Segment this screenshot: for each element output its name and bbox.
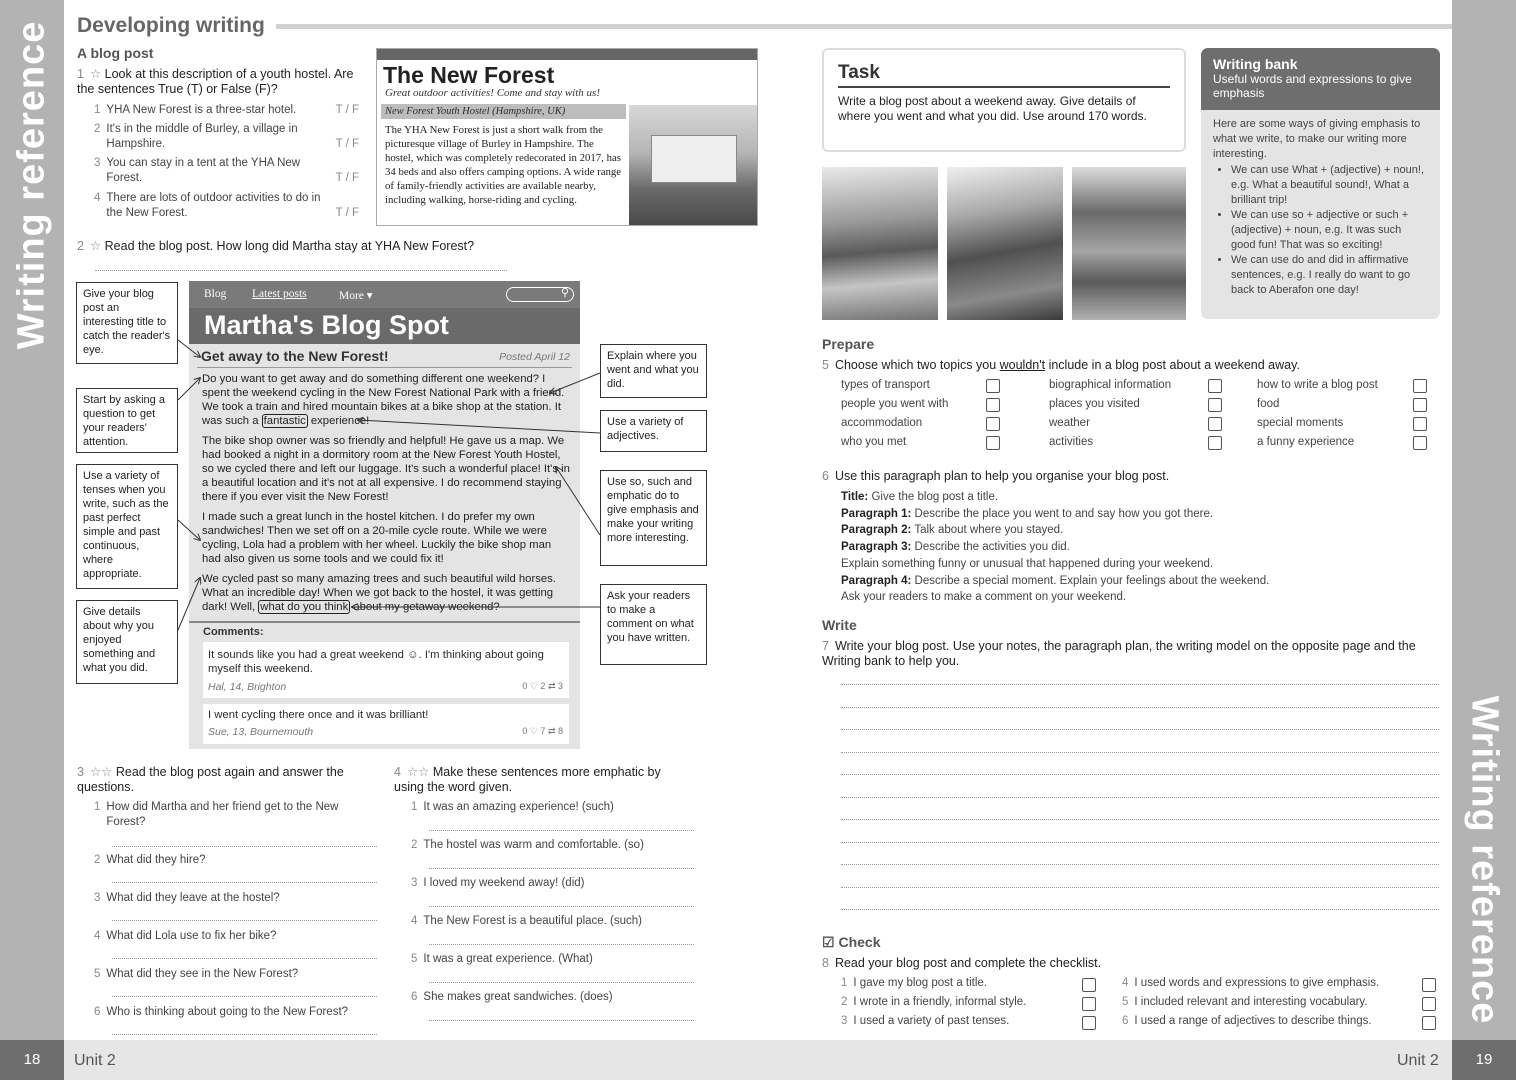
q5-emphasis: wouldn't bbox=[999, 358, 1046, 372]
item-text: What did they hire? bbox=[106, 854, 206, 866]
note-ask-readers: Ask your readers to make a comment on what you have written. bbox=[600, 584, 707, 665]
answer-line[interactable] bbox=[112, 996, 377, 997]
q3-item bbox=[94, 853, 379, 868]
topic-label: people you went with bbox=[841, 398, 949, 410]
two-star-icon: ☆☆ bbox=[89, 765, 113, 779]
item-number: 3 bbox=[411, 877, 418, 889]
topic-label: how to write a blog post bbox=[1257, 379, 1378, 391]
answer-line[interactable] bbox=[112, 920, 377, 921]
q2-text: Read the blog post. How long did Martha stay at YHA New Forest? bbox=[104, 239, 475, 253]
item-text: How did Martha and her friend get to the New Forest? bbox=[106, 801, 339, 828]
item-text: It was a great experience. (What) bbox=[423, 953, 593, 965]
checklist bbox=[841, 976, 1441, 1036]
topic-label: places you visited bbox=[1049, 398, 1140, 410]
answer-line[interactable] bbox=[429, 830, 694, 831]
writing-line[interactable] bbox=[841, 909, 1439, 910]
q3-item bbox=[94, 800, 379, 830]
q6-number: 6 bbox=[822, 469, 829, 483]
q6-text: Use this paragraph plan to help you organise your blog post. bbox=[834, 469, 1170, 483]
check-title: Check bbox=[838, 934, 881, 950]
checklist-checkbox[interactable] bbox=[1082, 978, 1096, 992]
search-icon: ⚲ bbox=[560, 287, 569, 299]
q7-number: 7 bbox=[822, 639, 829, 653]
nav-latest-posts[interactable]: Latest posts bbox=[252, 288, 307, 300]
plan-line bbox=[841, 522, 1401, 539]
item-text: What did they see in the New Forest? bbox=[106, 968, 299, 980]
bank-bullet: • We can use do and did in affirmative sentences, e.g. I really do want to go back to Aberafon one day! bbox=[1231, 253, 1428, 298]
note-question: Start by asking a question to get your readers' attention. bbox=[76, 388, 178, 453]
item-text: YHA New Forest is a three-star hotel. bbox=[106, 104, 297, 116]
task-text: Write a blog post about a weekend away. Give details of where you went and what you did. Use around 170 words. bbox=[838, 94, 1147, 123]
answer-line[interactable] bbox=[112, 846, 377, 847]
q3-number: 3 bbox=[77, 765, 84, 779]
hostel-tagline: Great outdoor activities! Come and stay with us! bbox=[385, 87, 600, 99]
item-text: There are lots of outdoor activities to do in the New Forest. bbox=[106, 192, 321, 219]
comment-text: It sounds like you had a great weekend ☺. I'm thinking about going myself this weekend. bbox=[208, 649, 544, 675]
writing-line[interactable] bbox=[841, 887, 1439, 888]
writing-bank-body bbox=[1201, 110, 1440, 305]
item-text: I wrote in a friendly, informal style. bbox=[853, 996, 1027, 1008]
nav-more[interactable]: More ▾ bbox=[339, 290, 373, 302]
arrow bbox=[178, 340, 200, 357]
q3-item bbox=[94, 891, 379, 906]
topic-label: who you met bbox=[841, 436, 907, 448]
topic-label: weather bbox=[1049, 417, 1090, 429]
answer-line[interactable] bbox=[429, 1020, 694, 1021]
true-false-choice[interactable]: T / F bbox=[335, 138, 359, 150]
p4-end: about my getaway weekend? bbox=[350, 601, 500, 613]
plan-text: Explain something funny or unusual that happened during your weekend. bbox=[841, 557, 1214, 570]
item-number: 6 bbox=[411, 991, 418, 1003]
item-text: I used a variety of past tenses. bbox=[853, 1015, 1010, 1027]
plan-text: Describe a special moment. Explain your feelings about the weekend. bbox=[914, 574, 1270, 587]
comment-stats: 0 ♡ 2 ⇄ 3 bbox=[522, 681, 563, 691]
item-number: 4 bbox=[94, 192, 101, 204]
topics-grid bbox=[841, 378, 1441, 458]
checklist-checkbox[interactable] bbox=[1422, 1016, 1436, 1030]
item-number: 3 bbox=[841, 1015, 848, 1027]
item-text: What did Lola use to fix her bike? bbox=[106, 930, 277, 942]
q4-text: Make these sentences more emphatic by using the word given. bbox=[394, 765, 661, 794]
checkbox-icon: ☑ bbox=[822, 934, 835, 950]
plan-line bbox=[841, 573, 1401, 590]
item-number: 3 bbox=[94, 157, 101, 169]
plan-label: Title: bbox=[841, 491, 869, 503]
note-emphasis: Use so, such and emphatic do to give emphasis and make your writing more interesting. bbox=[600, 470, 707, 566]
item-number: 2 bbox=[411, 839, 418, 851]
q4-item bbox=[411, 952, 696, 967]
write-heading: Write bbox=[822, 617, 857, 633]
q1-number: 1 bbox=[77, 67, 84, 81]
p4-text: We cycled past so many amazing trees and such beautiful wild horses. What an incredible day! When we got back to the hostel, it was getting dark! Well, bbox=[202, 573, 556, 613]
item-number: 5 bbox=[411, 953, 418, 965]
answer-line[interactable] bbox=[112, 958, 377, 959]
arrow bbox=[358, 420, 600, 433]
topic-checkbox[interactable] bbox=[986, 379, 1000, 393]
topic-label: types of transport bbox=[841, 379, 930, 391]
right-sidebar-title: Writing reference bbox=[1463, 695, 1506, 1025]
bank-bullet: • We can use so + adjective or such + (adjective) + noun, e.g. It was such good fun! That was so exciting! bbox=[1231, 208, 1428, 253]
item-text: It's in the middle of Burley, a village in Hampshire. bbox=[106, 123, 298, 150]
checklist-checkbox[interactable] bbox=[1082, 997, 1096, 1011]
p1-text: Do you want to get away and do something different one weekend? I spent the weekend cycling in the New Forest National Park with a friend. We took a train and hired mountain bikes at a bike shop at the station. It was such a bbox=[202, 373, 565, 427]
post-paragraph-3: I made such a great lunch in the hostel kitchen. I do prefer my own sandwiches! Then we set off on a 20-mile cycle route. While we were cycling, Lola had a problem with her wheel. Luckily the bike shop man had also given us some tools and we could fix it! bbox=[202, 511, 552, 565]
blog-title: Martha's Blog Spot bbox=[204, 310, 449, 340]
topic-label: food bbox=[1257, 398, 1280, 410]
item-number: 1 bbox=[94, 801, 101, 813]
topic-checkbox[interactable] bbox=[986, 398, 1000, 412]
q7-prompt bbox=[822, 639, 1432, 669]
p1-end: experience! bbox=[307, 415, 370, 427]
q4-number: 4 bbox=[394, 765, 401, 779]
item-number: 1 bbox=[94, 104, 101, 116]
highlight-fantastic: fantastic bbox=[263, 415, 306, 427]
item-text: Who is thinking about going to the New Forest? bbox=[106, 1006, 349, 1018]
comment-stats: 0 ♡ 7 ⇄ 8 bbox=[522, 726, 563, 736]
bank-bullet: • We can use What + (adjective) + noun!, e.g. What a beautiful sound!, What a brilliant trip! bbox=[1231, 163, 1428, 208]
q4-item bbox=[411, 876, 696, 891]
right-unit-label: Unit 2 bbox=[1397, 1052, 1439, 1069]
writing-bank-intro: Here are some ways of giving emphasis to what we write, to make our writing more interesting. bbox=[1213, 118, 1421, 160]
plan-line bbox=[841, 589, 1401, 606]
item-text: You can stay in a tent at the YHA New Forest. bbox=[106, 157, 301, 184]
writing-line[interactable] bbox=[841, 797, 1439, 798]
two-star-icon: ☆☆ bbox=[406, 765, 430, 779]
answer-line[interactable] bbox=[429, 944, 694, 945]
plan-line bbox=[841, 556, 1401, 573]
plan-text: Describe the activities you did. bbox=[914, 541, 1070, 554]
item-text: She makes great sandwiches. (does) bbox=[423, 991, 613, 1003]
left-sidebar-title: Writing reference bbox=[10, 20, 53, 350]
true-false-choice[interactable]: T / F bbox=[335, 104, 359, 116]
arrow bbox=[178, 378, 200, 400]
item-number: 3 bbox=[94, 892, 101, 904]
checklist-item bbox=[1122, 995, 1368, 1010]
q8-prompt bbox=[822, 956, 1101, 971]
q5-number: 5 bbox=[822, 358, 829, 372]
true-false-choice[interactable]: T / F bbox=[335, 207, 359, 219]
q2-number: 2 bbox=[77, 239, 84, 253]
note-explain: Explain where you went and what you did. bbox=[600, 344, 707, 398]
post-title: Get away to the New Forest! bbox=[201, 348, 389, 364]
topic-checkbox[interactable] bbox=[1413, 398, 1427, 412]
task-title: Task bbox=[838, 62, 1170, 88]
q3-item bbox=[94, 929, 379, 944]
writing-bank-subtitle: Useful words and expressions to give emphasis bbox=[1213, 72, 1412, 100]
q4-item bbox=[411, 838, 696, 853]
star-icon: ☆ bbox=[89, 67, 102, 81]
hostel-body: The YHA New Forest is just a short walk from the picturesque village of Burley in Hampshire. The hostel, which was completely redecorated in 2017, has 34 beds and also offers camping options. A wide range of family-friendly activities are available nearby, including walking, horse-riding and cycling. bbox=[385, 124, 622, 206]
checklist-checkbox[interactable] bbox=[1082, 1016, 1096, 1030]
item-text: I included relevant and interesting vocabulary. bbox=[1134, 996, 1368, 1008]
arrow bbox=[178, 520, 200, 540]
comment-text: I went cycling there once and it was brilliant! bbox=[208, 709, 429, 721]
plan-label: Paragraph 4: bbox=[841, 574, 912, 587]
true-false-choice[interactable]: T / F bbox=[335, 172, 359, 184]
topic-checkbox[interactable] bbox=[1208, 436, 1222, 450]
plan-label: Paragraph 2: bbox=[841, 524, 912, 537]
writing-line[interactable] bbox=[841, 774, 1439, 775]
q8-number: 8 bbox=[822, 956, 829, 970]
item-number: 4 bbox=[1122, 977, 1129, 989]
writing-line[interactable] bbox=[841, 842, 1439, 843]
plan-text: Talk about where you stayed. bbox=[914, 524, 1064, 537]
q5-text-end: include in a blog post about a weekend away. bbox=[1045, 358, 1300, 372]
mountain-photo bbox=[947, 167, 1063, 320]
topic-label: activities bbox=[1049, 436, 1094, 448]
checklist-item bbox=[1122, 1014, 1372, 1029]
item-number: 5 bbox=[94, 968, 101, 980]
item-number: 6 bbox=[94, 1006, 101, 1018]
checklist-checkbox[interactable] bbox=[1422, 997, 1436, 1011]
q8-text: Read your blog post and complete the checklist. bbox=[834, 956, 1102, 970]
plan-line bbox=[841, 539, 1401, 556]
q3-item bbox=[94, 1005, 379, 1020]
note-details: Give details about why you enjoyed something and what you did. bbox=[76, 600, 178, 684]
plan-line bbox=[841, 506, 1401, 523]
item-text: I gave my blog post a title. bbox=[853, 977, 988, 989]
item-number: 2 bbox=[94, 854, 101, 866]
q3-item bbox=[94, 967, 379, 982]
plan-text: Ask your readers to make a comment on your weekend. bbox=[841, 591, 1127, 604]
plan-text: Give the blog post a title. bbox=[871, 491, 999, 503]
item-number: 6 bbox=[1122, 1015, 1129, 1027]
topic-checkbox[interactable] bbox=[986, 436, 1000, 450]
item-text: I loved my weekend away! (did) bbox=[423, 877, 585, 889]
q1-text: Look at this description of a youth hostel. Are the sentences True (T) or False (F)? bbox=[77, 67, 354, 96]
highlight-question: what do you think bbox=[260, 601, 349, 613]
item-text: I used words and expressions to give emphasis. bbox=[1134, 977, 1380, 989]
right-page-number: 19 bbox=[1452, 1040, 1516, 1080]
page-title: Developing writing bbox=[77, 14, 265, 37]
nav-blog[interactable]: Blog bbox=[204, 288, 227, 300]
q3-text: Read the blog post again and answer the questions. bbox=[77, 765, 344, 794]
topic-label: special moments bbox=[1257, 417, 1344, 429]
item-number: 4 bbox=[411, 915, 418, 927]
answer-line[interactable] bbox=[112, 1034, 377, 1035]
writing-line[interactable] bbox=[841, 707, 1439, 708]
answer-line[interactable] bbox=[112, 882, 377, 883]
q3-prompt bbox=[77, 765, 377, 795]
checklist-item bbox=[841, 995, 1026, 1010]
note-title: Give your blog post an interesting title to catch the reader's eye. bbox=[76, 282, 178, 364]
answer-line[interactable] bbox=[429, 982, 694, 983]
topic-label: accommodation bbox=[841, 417, 923, 429]
q6-prompt bbox=[822, 469, 1169, 484]
check-heading bbox=[822, 934, 880, 951]
item-text: The New Forest is a beautiful place. (such) bbox=[423, 915, 643, 927]
checklist-item bbox=[1122, 976, 1379, 991]
writing-line[interactable] bbox=[841, 729, 1439, 730]
hostel-title: The New Forest bbox=[383, 62, 555, 88]
item-text: The hostel was warm and comfortable. (so) bbox=[423, 839, 644, 851]
checklist-item bbox=[841, 976, 987, 991]
city-photo bbox=[1072, 167, 1186, 320]
writing-line[interactable] bbox=[841, 819, 1439, 820]
writing-bank-header bbox=[1201, 48, 1440, 110]
writing-bank bbox=[1201, 48, 1440, 319]
arrow bbox=[178, 578, 200, 630]
writing-line[interactable] bbox=[841, 752, 1439, 753]
comment-author: Sue, 13, Bournemouth bbox=[208, 726, 314, 738]
checklist-item bbox=[841, 1014, 1009, 1029]
topic-checkbox[interactable] bbox=[1413, 417, 1427, 431]
section-subtitle: A blog post bbox=[77, 45, 154, 61]
item-number: 1 bbox=[411, 801, 418, 813]
note-adjectives: Use a variety of adjectives. bbox=[600, 410, 707, 452]
coast-photo bbox=[822, 167, 938, 320]
item-number: 4 bbox=[94, 930, 101, 942]
arrow bbox=[550, 373, 600, 393]
item-text: I used a range of adjectives to describe things. bbox=[1134, 1015, 1372, 1027]
note-tenses: Use a variety of tenses when you write, such as the past perfect simple and past continuous, where appropriate. bbox=[76, 464, 178, 589]
topic-label: biographical information bbox=[1049, 379, 1172, 391]
item-number: 5 bbox=[1122, 996, 1129, 1008]
left-unit-label: Unit 2 bbox=[74, 1052, 116, 1069]
item-text: It was an amazing experience! (such) bbox=[423, 801, 614, 813]
plan-label: Paragraph 3: bbox=[841, 541, 912, 554]
plan-line bbox=[841, 489, 1401, 506]
checklist-checkbox[interactable] bbox=[1422, 978, 1436, 992]
topic-checkbox[interactable] bbox=[1208, 379, 1222, 393]
arrow bbox=[556, 467, 600, 535]
item-text: What did they leave at the hostel? bbox=[106, 892, 280, 904]
topic-checkbox[interactable] bbox=[1413, 436, 1427, 450]
hostel-subhead: New Forest Youth Hostel (Hampshire, UK) bbox=[381, 104, 626, 119]
post-paragraph-2: The bike shop owner was so friendly and helpful! He gave us a map. We had booked a night in a dormitory room at the New Forest Youth Hostel, so we cycled there and left our luggage. It's such a wonderful place! It's in a beautiful location and it's not at all expensive. I do recommend staying there if you ever visit the New Forest! bbox=[202, 435, 570, 503]
answer-line[interactable] bbox=[429, 906, 694, 907]
q5-prompt bbox=[822, 358, 1300, 373]
q4-item bbox=[411, 800, 696, 815]
q4-prompt bbox=[394, 765, 694, 795]
item-number: 2 bbox=[841, 996, 848, 1008]
item-number: 1 bbox=[841, 977, 848, 989]
task-box bbox=[822, 48, 1186, 152]
q4-item bbox=[411, 990, 696, 1005]
topic-checkbox[interactable] bbox=[1413, 379, 1427, 393]
topic-checkbox[interactable] bbox=[986, 417, 1000, 431]
item-number: 2 bbox=[94, 123, 101, 135]
writing-bank-title: Writing bank bbox=[1213, 56, 1298, 72]
comments-label: Comments: bbox=[203, 626, 264, 638]
comment-author: Hal, 14, Brighton bbox=[208, 681, 287, 693]
answer-line[interactable] bbox=[429, 868, 694, 869]
topic-checkbox[interactable] bbox=[1208, 417, 1222, 431]
q7-text: Write your blog post. Use your notes, the paragraph plan, the writing model on the opposite page and the Writing bank to help you. bbox=[822, 639, 1416, 668]
topic-label: a funny experience bbox=[1257, 436, 1355, 448]
q5-text: Choose which two topics you bbox=[834, 358, 1000, 372]
writing-line[interactable] bbox=[841, 684, 1439, 685]
plan-text: Describe the place you went to and say how you got there. bbox=[914, 507, 1214, 520]
q4-item bbox=[411, 914, 696, 929]
plan-label: Paragraph 1: bbox=[841, 507, 912, 520]
writing-line[interactable] bbox=[841, 864, 1439, 865]
paragraph-plan bbox=[841, 489, 1401, 606]
prepare-heading: Prepare bbox=[822, 336, 875, 352]
star-icon: ☆ bbox=[89, 239, 102, 253]
topic-checkbox[interactable] bbox=[1208, 398, 1222, 412]
post-date: Posted April 12 bbox=[499, 351, 570, 363]
left-page-number: 18 bbox=[0, 1040, 64, 1080]
